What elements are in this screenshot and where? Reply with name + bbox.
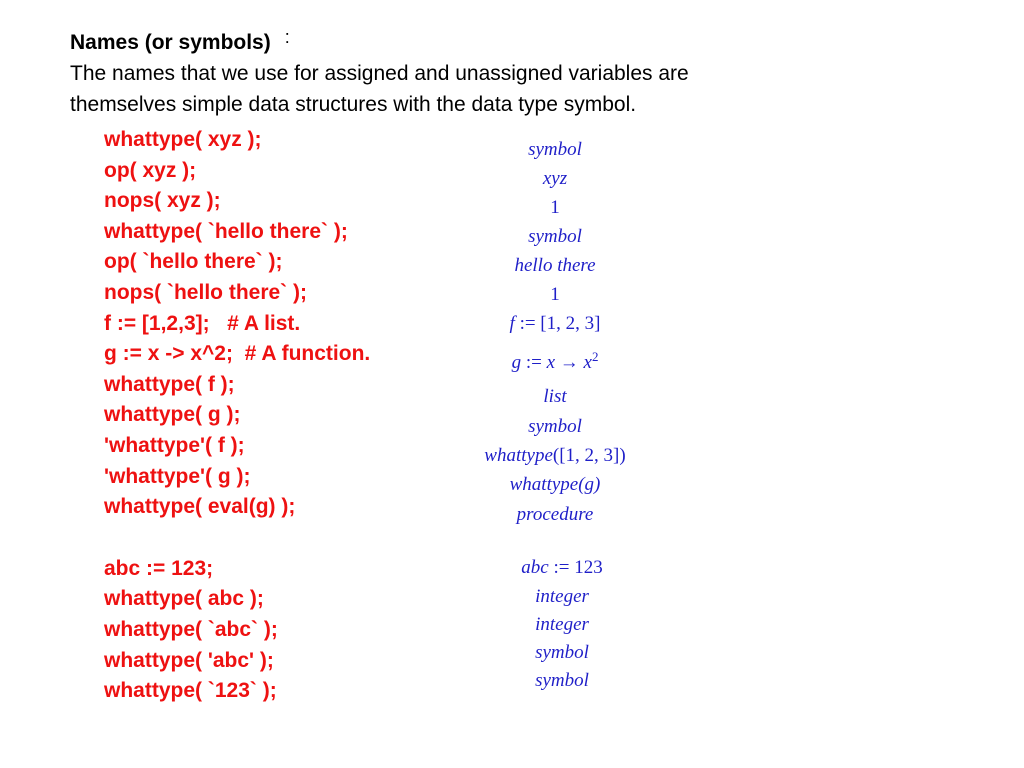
- output-line: [535, 642, 589, 664]
- code-line: whattype( `123` );: [104, 679, 277, 703]
- output-line: [550, 197, 560, 219]
- output-text: procedure: [516, 504, 594, 525]
- code-line: whattype( f );: [104, 372, 235, 396]
- description-line-2: themselves simple data structures with the data type symbol.: [70, 93, 637, 116]
- output-line: [543, 386, 566, 408]
- maple-input-code: [104, 125, 370, 707]
- output-line: [528, 226, 582, 248]
- output-text: f: [509, 313, 515, 334]
- arrow-symbol: →: [555, 352, 584, 373]
- output-text: x: [583, 352, 592, 373]
- code-line: op( xyz );: [104, 158, 197, 182]
- output-text: symbol: [535, 642, 589, 663]
- output-line: [510, 474, 601, 496]
- description-line-1: The names that we use for assigned and unassigned variables are: [70, 62, 689, 85]
- output-text: symbol: [528, 139, 582, 160]
- code-line: g := x -> x^2; # A function.: [104, 342, 371, 366]
- output-text: 1: [550, 197, 560, 218]
- output-assignment-g: [511, 349, 599, 374]
- output-text: whattype(g): [509, 474, 601, 495]
- output-text: x: [546, 352, 555, 373]
- output-text: ([1, 2, 3]): [552, 445, 626, 466]
- output-text: 1: [550, 284, 560, 305]
- output-text: list: [543, 386, 567, 407]
- code-line: whattype( `hello there` );: [104, 219, 348, 243]
- output-text: symbol: [528, 416, 582, 437]
- title-text: Names (or symbols): [70, 31, 271, 54]
- output-text: integer: [535, 586, 589, 607]
- code-line: 'whattype'( f );: [104, 433, 245, 457]
- output-line: [517, 504, 594, 526]
- code-line: op( `hello there` );: [104, 250, 283, 274]
- output-line: [528, 416, 582, 438]
- output-line: [535, 670, 589, 692]
- output-text: symbol: [535, 670, 589, 691]
- code-line: f := [1,2,3]; # A list.: [104, 311, 301, 335]
- slide-title: [70, 28, 970, 58]
- output-text: abc: [521, 557, 549, 578]
- output-line: [484, 445, 625, 467]
- output-line: [543, 168, 567, 190]
- code-line: whattype( `abc` );: [104, 617, 278, 641]
- output-text: :=: [521, 352, 547, 373]
- output-line: [528, 139, 582, 161]
- output-assignment-f: [510, 313, 601, 335]
- output-assignment-abc: [521, 557, 602, 579]
- output-text: g: [511, 352, 522, 373]
- code-line: whattype( g );: [104, 403, 241, 427]
- output-text: whattype: [484, 445, 553, 466]
- output-line: [550, 284, 560, 306]
- code-line: nops( xyz );: [104, 189, 221, 213]
- output-line: [514, 255, 595, 277]
- code-spacer: [104, 523, 370, 554]
- output-text: := 123: [548, 557, 603, 578]
- code-line: whattype( abc );: [104, 587, 264, 611]
- output-text: hello there: [514, 255, 596, 276]
- code-line: nops( `hello there` );: [104, 280, 307, 304]
- output-text: xyz: [542, 168, 568, 189]
- title-colon: :: [284, 27, 290, 47]
- code-line: whattype( xyz );: [104, 128, 262, 151]
- exponent: 2: [591, 349, 599, 364]
- heading-block: [70, 28, 970, 120]
- output-text: symbol: [528, 226, 582, 247]
- output-text: integer: [535, 614, 589, 635]
- output-line: [535, 586, 589, 608]
- code-line: whattype( 'abc' );: [104, 648, 274, 672]
- output-line: [535, 614, 589, 636]
- code-line: abc := 123;: [104, 556, 214, 580]
- code-line: 'whattype'( g );: [104, 464, 251, 488]
- code-line: whattype( eval(g) );: [104, 495, 296, 519]
- output-text: := [1, 2, 3]: [514, 313, 601, 334]
